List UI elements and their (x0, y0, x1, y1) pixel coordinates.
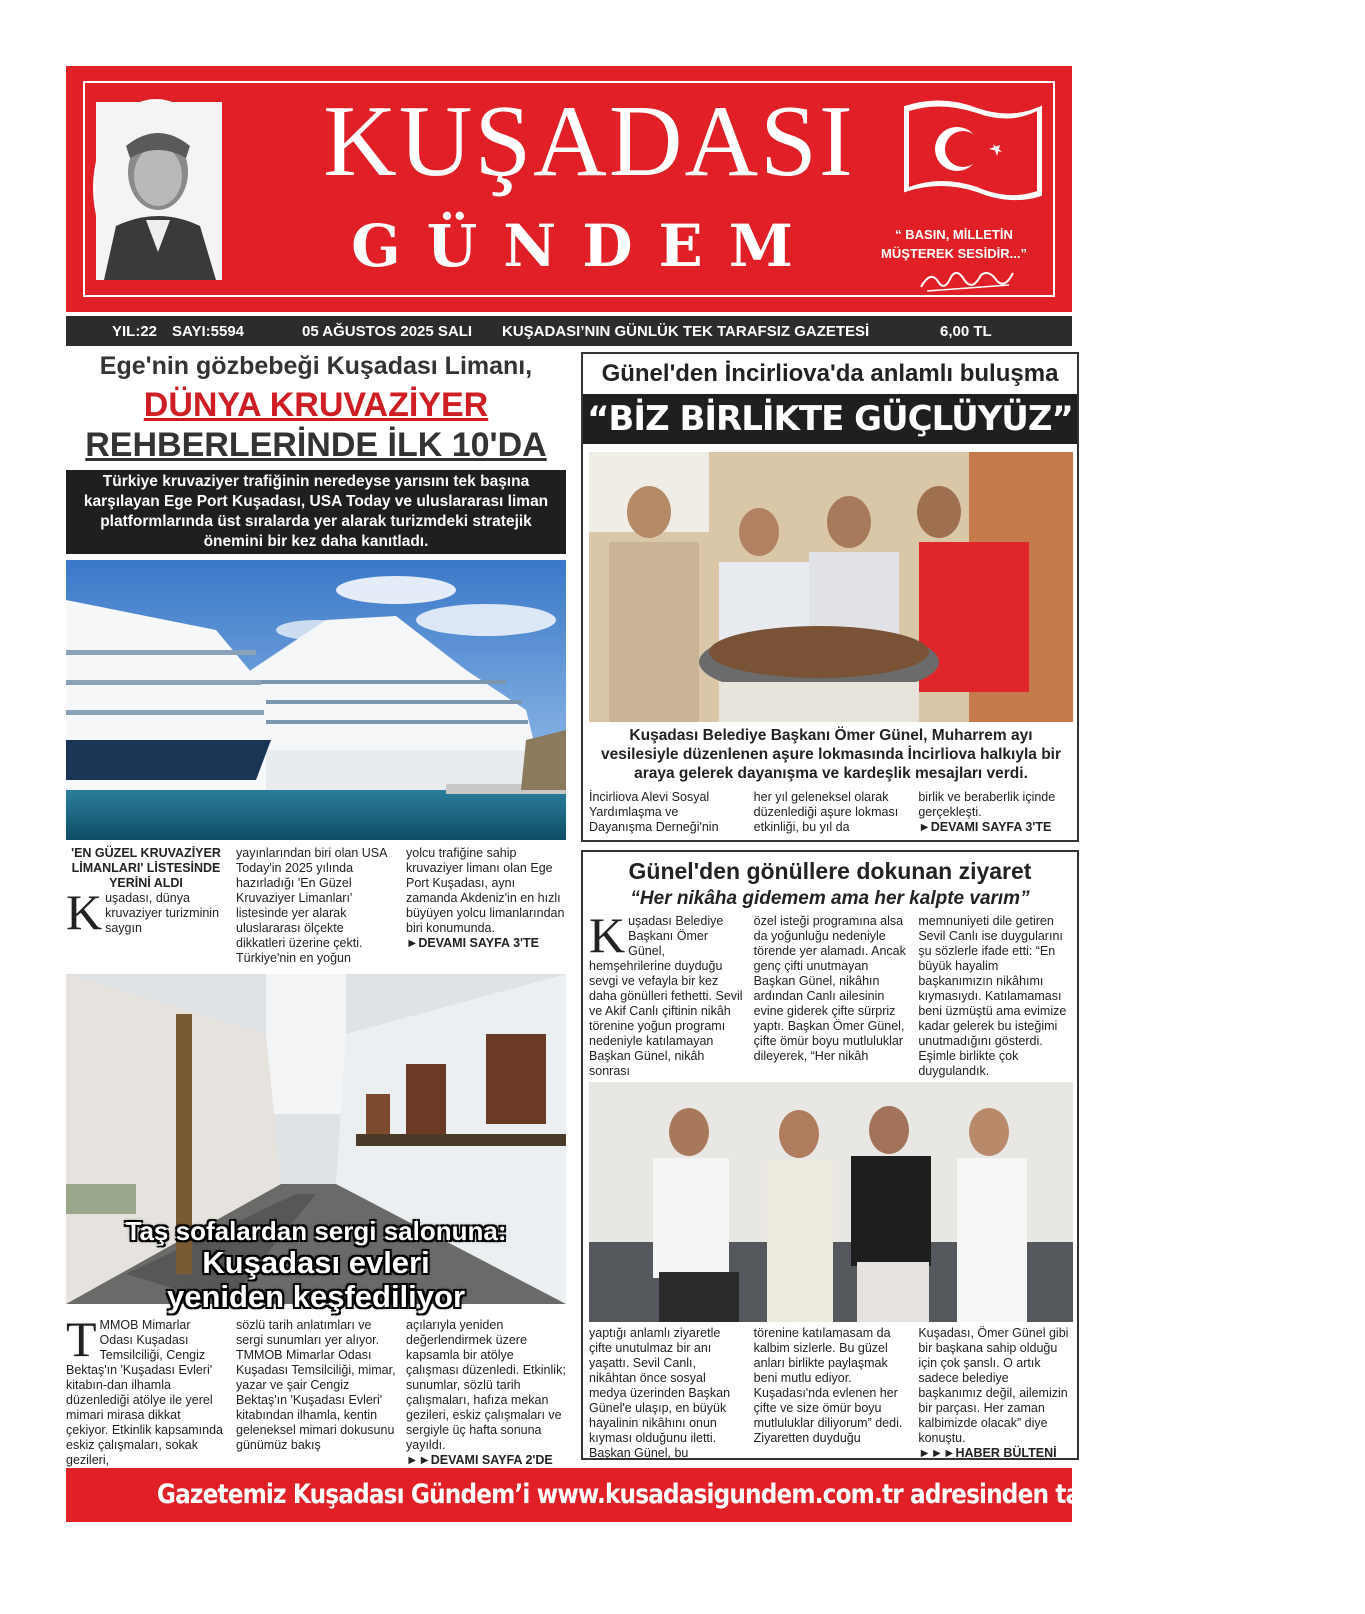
news-bulletin-link[interactable]: ►►►HABER BÜLTENİ (918, 1446, 1057, 1460)
issue-year: YIL:22 (112, 323, 158, 340)
lead-column-2-text: yayınlarından biri olan USA Today'in 2025 yılında hazırladığı 'En Güzel Kruvaziyer Limanları' listesinde yer alarak uluslararası ölçekte dikkatleri üzerine çekti. Türkiye'nin en yoğun (236, 846, 387, 965)
wedding-visit-story-box (581, 850, 1079, 1460)
incirliova-column-3 (918, 790, 1073, 838)
houses-title-line-3: yeniden keşfediliyor (166, 1279, 466, 1314)
wedding-column-6 (918, 1326, 1073, 1460)
incirliova-column-1 (589, 790, 744, 838)
wedding-headline: Günel'den gönüllere dokunan ziyaret (628, 858, 1032, 884)
houses-title-line-2: Kuşadası evleri (202, 1245, 430, 1280)
masthead-motto (869, 225, 1039, 263)
lead-column-1 (66, 846, 226, 964)
issue-date: 05 AĞUSTOS 2025 SALI (302, 323, 473, 340)
houses-column-3-text: açılarıyla yeniden değerlendirmek üzere kapsamla bir atölye çalışması düzenledi. Etkinlik; sunumlar, sözlü tarih çalışmaları, hafıza mekan gezileri, eskiz çalışmaları ve sergiyle üç hafta sonuna yayıldı. (406, 1318, 566, 1452)
wedding-column-4-text: yaptığı anlamlı ziyaretle çifte unutulmaz bir anı yaşattı. Sevil Canlı, nikâhtan önce sosyal medya üzerinden Başkan Günel'e ulaşıp, en büyük hayalinin nikâhını onun kıyması olduğunu iletti. Başkan Günel, bu (589, 1326, 731, 1460)
website-footer-banner[interactable] (66, 1468, 1274, 1522)
houses-column-2 (236, 1318, 396, 1462)
lead-continued-link[interactable]: ►DEVAMI SAYFA 3'TE (406, 936, 539, 950)
incirliova-story-box (581, 352, 1079, 842)
wedding-column-4 (589, 1326, 744, 1460)
wedding-couple-photo (589, 1082, 1073, 1322)
issue-number: SAYI:5594 (172, 323, 244, 340)
lead-column-2 (236, 846, 396, 964)
incirliova-continued-link[interactable]: ►DEVAMI SAYFA 3'TE (918, 820, 1052, 834)
incirliova-column-2-text: her yıl geleneksel olarak düzenlediği aşure lokması etkinliği, bu yıl da (753, 790, 899, 834)
issue-info-bar (66, 316, 1072, 346)
lead-story-columns (66, 846, 566, 964)
cruise-ship-photo (66, 560, 566, 840)
wedding-column-2-text: özel isteği programına alsa da yoğunluğu nedeniyle törende yer alamadı. Ancak genç çifti unutmayan Başkan Günel, nikâhın ardından Canlı ailesinin evine giderek çifte sürpriz yaptı. Başkan Ömer Günel, çifte ömür boyu mutluluklar dileyerek, “Her nikâh (753, 914, 906, 1063)
masthead-subtitle: GÜNDEM (351, 212, 819, 280)
lead-column-1-text: uşadası, dünya kruvaziyer turizminin saygın (105, 891, 220, 935)
wedding-bottom-columns (589, 1326, 1073, 1460)
lead-headline-1: DÜNYA KRUVAZİYER (143, 386, 489, 424)
incirliova-column-2 (754, 790, 909, 838)
incirliova-columns (589, 790, 1073, 838)
wedding-top-columns (589, 907, 1073, 1078)
wedding-dropcap: K (589, 907, 626, 963)
masthead-title: KUŞADASI (323, 85, 855, 198)
houses-story-columns (66, 1311, 566, 1467)
footer-banner-text: Gazetemiz Kuşadası Gündem’i www.kusadasigundem.com.tr adresinden takip edebilirsiniz (156, 1479, 1274, 1510)
wedding-column-1-text: uşadası Belediye Başkanı Ömer Günel, hemşehrilerine duyduğu sevgi ve vefayla bir kez daha gönülleri fethetti. Sevil ve Akif Canlı çiftinin nikâh törenine yoğun programı nedeniyle katılamayan Başkan Günel, nikâh sonrası (589, 914, 743, 1078)
lead-column-3 (406, 846, 566, 964)
lead-dropcap: K (66, 884, 103, 940)
lead-kicker: Ege'nin gözbebeği Kuşadası Limanı, (99, 352, 533, 380)
wedding-column-5 (754, 1326, 909, 1456)
lead-subhead: 'EN GÜZEL KRUVAZİYER LİMANLARI' LİSTESİNDE YERİNİ ALDI (71, 846, 221, 890)
incirliova-kicker: Günel'den İncirliova'da anlamlı buluşma (601, 360, 1059, 387)
wedding-column-2 (754, 914, 909, 1078)
wedding-column-5-text: törenine katılamasam da kalbim sizlerle. Bu güzel anları birlikte paylaşmak beni mutlu ediyor. Kuşadası'nda evlenen her çifte ve size ömür boyu mutluluklar diliyorum” dedi. Ziyaretten duyduğu (753, 1326, 903, 1445)
issue-price: 6,00 TL (940, 323, 992, 340)
houses-column-3 (406, 1318, 566, 1467)
incirliova-column-1-text: İncirliova Alevi Sosyal Yardımlaşma ve Dayanışma Derneği'nin (589, 790, 719, 834)
incirliova-column-3-text: birlik ve beraberlik içinde gerçekleşti. (918, 790, 1056, 819)
ataturk-portrait (93, 99, 219, 277)
wedding-column-3 (918, 914, 1073, 1078)
lead-column-3-text: yolcu trafiğine sahip kruvaziyer limanı olan Ege Port Kuşadası, aynı zamanda Akdeniz'in en hızlı büyüyen yolcu limanlarından biri konumunda. (406, 846, 565, 935)
ataturk-signature-icon (917, 265, 1017, 293)
wedding-column-3-text: memnuniyeti dile getiren Sevil Canlı ise duygularını şu sözlerle ifade etti: “En büyük hayalim başkanımızın nikâhımı kıymasıydı. Katılamaması beni üzmüştü ama evimize kadar gelerek bu isteğimi unutmadığını gösterdi. Eşimle birlikte çok duygulandık. (918, 914, 1067, 1078)
incirliova-caption: Kuşadası Belediye Başkanı Ömer Günel, Muharrem ayı vesilesiyle düzenlenen aşure lokmasında İncirliova halkıyla bir araya gelerek dayanışma ve kardeşlik mesajları verdi. (600, 727, 1062, 782)
asure-event-photo (589, 452, 1073, 722)
houses-column-2-text: sözlü tarih anlatımları ve sergi sunumları yer alıyor. TMMOB Mimarlar Odası Kuşadası Temsilciliği, mimar, yazar ve şair Cengiz Bektaş'ın 'Kuşadası Evleri' kitabından ilhamla, kentin geleneksel mimari dokusunu günümüz bakış (236, 1318, 396, 1452)
lead-headline-2: REHBERLERİNDE İLK 10'DA (85, 426, 547, 464)
motto-line-1: “ BASIN, MİLLETİN (895, 227, 1013, 242)
houses-title-line-1: Taş sofalardan sergi salonuna: (125, 1216, 507, 1246)
wedding-column-1 (589, 907, 744, 1078)
wedding-column-6-text: Kuşadası, Ömer Günel gibi bir başkana sahip olduğu için çok şanslı. O artık sadece belediye başkanımız değil, ailemizin bir parçası. Her zaman kalbimizde olacak” diye konuştu. (918, 1326, 1069, 1445)
masthead (66, 66, 1072, 312)
incirliova-quote-headline: “BİZ BİRLİKTE GÜÇLÜYÜZ” (583, 394, 1077, 444)
lead-summary: Türkiye kruvaziyer trafiğinin neredeyse yarısını tek başına karşılayan Ege Port Kuşadası, USA Today ve uluslararası liman platformlarında üst sıralarda yer alarak turizmdeki stratejik önemini bir kez daha kanıtladı. (66, 470, 566, 554)
turkish-flag-icon (901, 99, 1045, 203)
houses-column-1 (66, 1311, 226, 1467)
paper-tagline: KUŞADASI’NIN GÜNLÜK TEK TARAFSIZ GAZETESİ (502, 323, 870, 340)
houses-photo-title (66, 1216, 566, 1314)
motto-line-2: MÜŞTEREK SESİDİR...” (881, 246, 1027, 261)
wedding-subheadline: “Her nikâha gidemem ama her kalpte varım” (630, 888, 1030, 909)
houses-column-1-text: MMOB Mimarlar Odası Kuşadası Temsilciliği, Cengiz Bektaş'ın 'Kuşadası Evleri' kitabın-dan ilhamla düzenlediği atölye ile yerel mimari mirasa dikkat çekiyor. Etkinlik kapsamında eskiz çalışmaları, sokak gezileri, (66, 1318, 224, 1467)
houses-continued-link[interactable]: ►►DEVAMI SAYFA 2'DE (406, 1453, 553, 1467)
houses-dropcap: T (66, 1311, 97, 1367)
